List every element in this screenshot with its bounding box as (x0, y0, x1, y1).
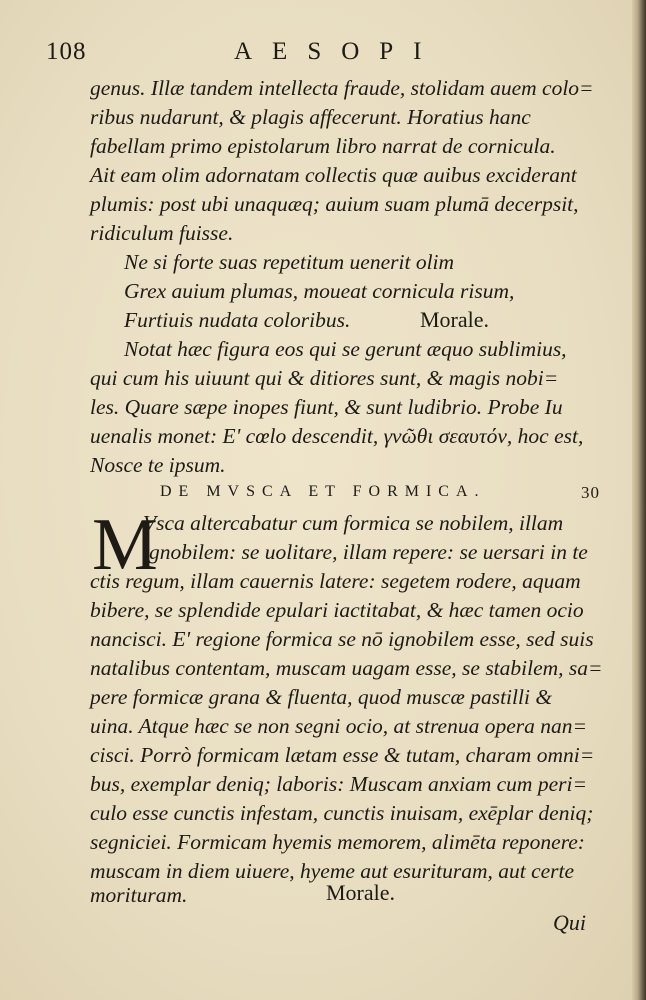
text-line: les. Quare sæpe inopes fiunt, & sunt ludibrio. Probe Iu (90, 395, 563, 419)
text-line: cisci. Porrò formicam lætam esse & tutam, charam omni= (90, 743, 595, 767)
text-line: uina. Atque hæc se non segni ocio, at strenua opera nan= (90, 714, 588, 738)
text-line: Notat hæc figura eos qui se gerunt æquo sublimius, (124, 337, 567, 361)
running-title: AESOPI (234, 38, 442, 65)
fable-heading (160, 483, 600, 509)
page-number: 108 (46, 38, 87, 65)
text-line: genus. Illæ tandem intellecta fraude, stolidam auem colo= (90, 76, 594, 100)
text-line: Ait eam olim adornatam collectis quæ auibus exciderant (90, 163, 577, 187)
moral-label: Morale. (326, 880, 396, 905)
text-line: nancisci. E' regione formica se nō ignobilem esse, sed suis (90, 627, 594, 651)
moral-label: Morale. (420, 307, 490, 332)
text-line: Vsca altercabatur cum formica se nobilem, illam (143, 511, 564, 535)
text-line: natalibus contentam, muscam uagam esse, se stabilem, sa= (90, 656, 603, 680)
text-line: segniciei. Formicam hyemis memorem, alimēta reponere: (90, 830, 585, 854)
text-line: ridiculum fuisse. (90, 221, 234, 245)
text-line: culo esse cunctis infestam, cunctis inuisam, exēplar deniq; (90, 801, 594, 825)
text-line: bibere, se splendide epulari iactitabat, & hæc tamen ocio (90, 598, 584, 622)
page-gutter-shadow (632, 0, 646, 1000)
text-line: fabellam primo epistolarum libro narrat de cornicula. (90, 134, 556, 158)
text-line: plumis: post ubi unaquæq; auium suam plumā decerpsit, (90, 192, 579, 216)
running-head (46, 38, 586, 72)
fable-number: 30 (581, 483, 600, 502)
drop-cap-initial: M (92, 504, 158, 586)
verse-line: Furtiuis nudata coloribus. (124, 308, 351, 332)
verse-line: Ne si forte suas repetitum uenerit olim (124, 250, 455, 274)
text-line: pere formicæ grana & fluenta, quod muscæ pastilli & (90, 685, 553, 709)
text-line: ctis regum, illam cauernis latere: segetem rodere, aquam (90, 569, 581, 593)
text-line: morituram. (90, 883, 188, 907)
catchword: Qui (553, 910, 586, 935)
fable-title: DE MVSCA ET FORMICA. (160, 483, 486, 500)
text-line: ignobilem: se uolitare, illam repere: se uersari in te (143, 540, 588, 564)
text-line: muscam in diem uiuere, hyeme aut esurituram, aut certe (90, 859, 575, 883)
text-line: uenalis monet: E' cœlo descendit, γνῶθι σεαυτόν, hoc est, (90, 424, 584, 448)
text-line: Nosce te ipsum. (90, 453, 226, 477)
verse-line: Grex auium plumas, moueat cornicula risum, (124, 279, 515, 303)
text-line: qui cum his uiuunt qui & ditiores sunt, & magis nobi= (90, 366, 559, 390)
text-line: bus, exemplar deniq; laboris: Muscam anxiam cum peri= (90, 772, 587, 796)
text-line: ribus nudarunt, & plagis affecerunt. Horatius hanc (90, 105, 531, 129)
